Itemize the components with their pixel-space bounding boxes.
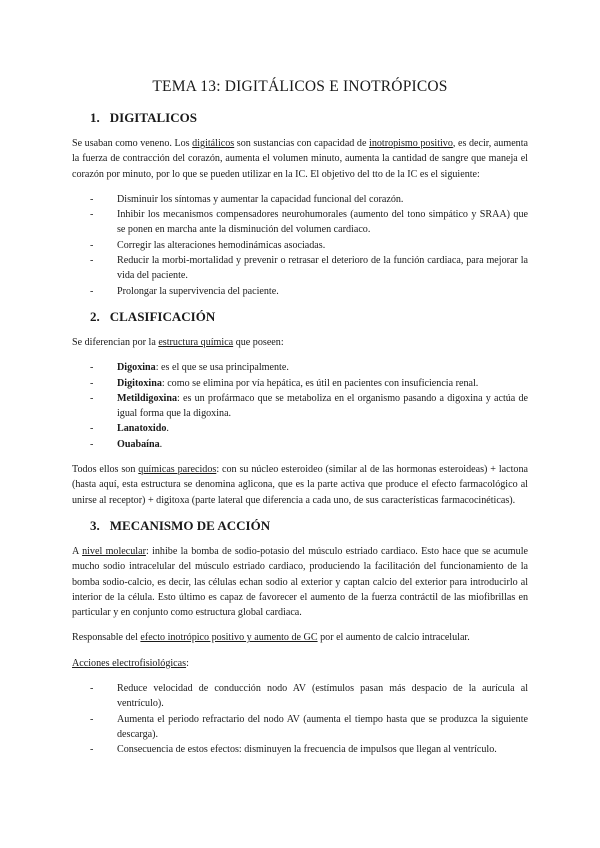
underlined-term: nivel molecular <box>82 545 146 557</box>
section-number: 2. <box>90 308 100 324</box>
list-item: - Reducir la morbi-mortalidad y prevenir o retrasar el deterioro de la función cardiaca, para mejorar la vida del paciente. <box>90 255 528 282</box>
list-item: - Reduce velocidad de conducción nodo AV (estímulos pasan más despacio de la aurícula al ventrículo). <box>90 683 528 710</box>
objectives-list <box>72 192 528 299</box>
section-heading-digitalicos <box>72 110 528 126</box>
list-item: - Disminuir los síntomas y aumentar la capacidad funcional del corazón. <box>90 193 404 205</box>
paragraph-digitalicos-intro: Se usaban como veneno. Los digitálicos son sustancias con capacidad de inotropismo positivo, es decir, aumenta la fuerza de contracción del corazón, aumenta el volumen minuto, aumenta la cantidad de sangre que maneja el corazón por minuto, por lo que se pueden utilizar en la IC. El objetivo del tto de la IC es el siguiente: <box>72 138 529 180</box>
digitalicos-list <box>72 360 528 452</box>
list-item: - Metildigoxina: es un profármaco que se metaboliza en el organismo pasando a digoxina y actúa de igual forma que la digoxina. <box>90 392 528 420</box>
page-title: TEMA 13: DIGITÁLICOS E INOTRÓPICOS <box>152 78 448 95</box>
section-heading-clasificacion <box>72 309 528 325</box>
list-item: - Corregir las alteraciones hemodinámicas asociadas. <box>90 239 326 251</box>
list-item: - Ouabaína. <box>90 438 163 450</box>
paragraph-responsable: Responsable del efecto inotrópico positivo y aumento de GC por el aumento de calcio intracelular. <box>72 632 470 644</box>
list-item: - Lanatoxido. <box>90 423 169 435</box>
underlined-term: químicas parecidos <box>138 464 217 476</box>
underlined-term: efecto inotrópico positivo y aumento de GC <box>140 632 318 644</box>
underlined-term: inotropismo positivo <box>369 138 453 149</box>
paragraph-nivel-molecular: A nivel molecular: inhibe la bomba de sodio-potasio del músculo estriado cardiaco. Esto hace que se acumule mucho sodio intracelular del músculo estriado cardiaco, produciendo la facilitación del funcionamiento de la bomba sodio-calcio, es decir, las células echan sodio al exterior y captan calcio del exterior para introducirlo al interior de la célula. Esto último es capaz de favorecer el aumento de la fuerza contráctil de las miofibrillas en particular y en conjunto como estructura global cardiaca. <box>72 545 528 619</box>
paragraph-clasificacion-intro: Se diferencian por la estructura química que poseen: <box>72 336 284 348</box>
underlined-term: Acciones electrofisiológicas <box>72 657 187 669</box>
list-item: - Inhibir los mecanismos compensadores neurohumorales (aumento del tono simpático y SRAA) que se ponen en marcha ante la disminución del volumen cardiaco. <box>90 209 528 236</box>
list-item: - Digitoxina: como se elimina por vía hepática, es útil en pacientes con insuficiencia renal. <box>90 377 479 389</box>
section-heading-mecanismo <box>72 518 528 534</box>
list-item: - Consecuencia de estos efectos: disminuyen la frecuencia de impulsos que llegan al ventrículo. <box>90 744 497 756</box>
underlined-term: estructura química <box>158 336 234 348</box>
section-title: MECANISMO DE ACCIÓN <box>109 517 271 533</box>
section-title: DIGITALICOS <box>109 110 197 125</box>
acciones-list <box>72 681 528 757</box>
paragraph-estructura: Todos ellos son químicas parecidos: con su núcleo esteroideo (similar al de las hormonas esteroideas) + lactona (hasta aquí, esta estructura se denomina aglicona, que es la parte activa que produce el efecto farmacológico al unirse al receptor) + digitoxa (parte lateral que diferencia a cada uno, de sus características farmacocinéticas). <box>72 464 529 506</box>
section-number: 1. <box>90 110 100 125</box>
underlined-term: digitálicos <box>192 138 235 149</box>
section-number: 3. <box>90 517 100 533</box>
section-title: CLASIFICACIÓN <box>109 308 216 324</box>
list-item: - Prolongar la supervivencia del paciente. <box>90 285 279 297</box>
list-item: - Aumenta el periodo refractario del nodo AV (aumenta el tiempo hasta que se produzca la siguiente descarga). <box>90 713 528 740</box>
list-item: - Digoxina: es el que se usa principalmente. <box>90 362 289 374</box>
paragraph-acciones: Acciones electrofisiológicas: <box>72 657 189 669</box>
